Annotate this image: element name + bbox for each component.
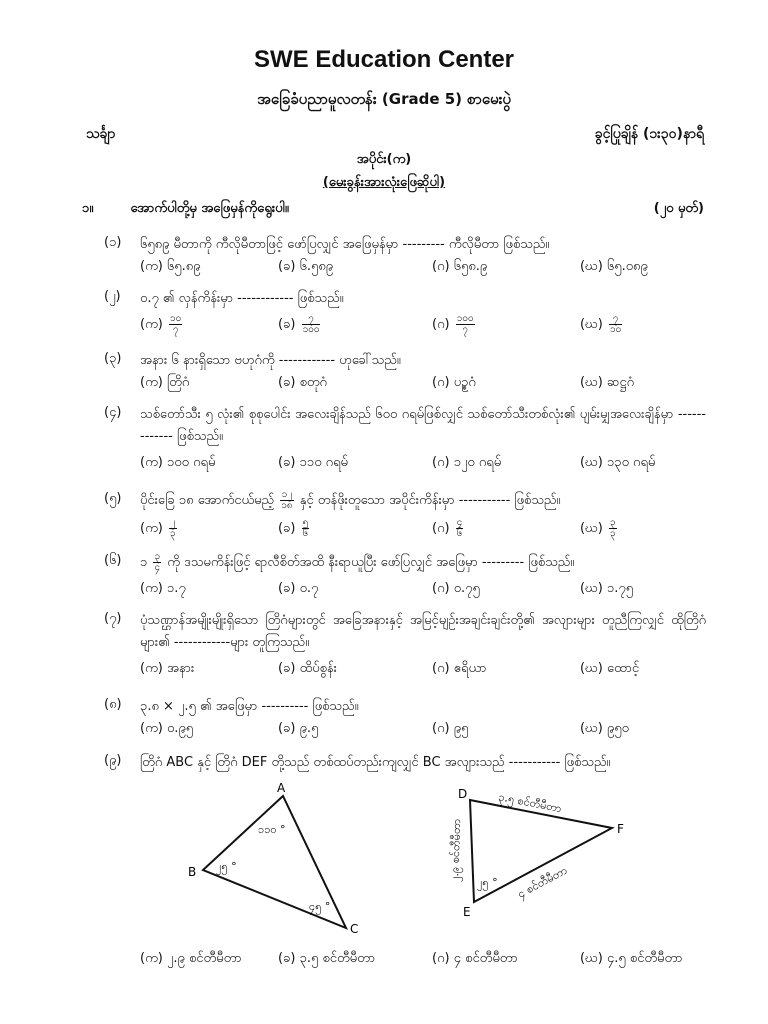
option-b: (ခ) ၁၁၀ ဂရမ် [278, 455, 348, 470]
side-df-label: ၃.၅ စင်တီမီတာ [497, 790, 563, 816]
angle-b-label: ၂၅ ° [216, 860, 237, 873]
section-marks: (၂၀ မှတ်) [653, 201, 704, 216]
question-text: တြိဂံ ABC နှင့် တြိဂံ DEF တို့သည် တစ်ထပ်တည်းကျလျှင် BC အလျားသည် ----------- ဖြစ်သည်။ [140, 755, 611, 770]
question-text: ၀.၇ ၏ လှန်ကိန်းမှာ ------------ ဖြစ်သည်။ [140, 291, 344, 306]
angle-c-label: ၄၅ ° [309, 900, 331, 913]
option-a: (က) ၁.၇ [140, 581, 186, 596]
options-2 [140, 314, 706, 338]
fraction: $\frac{၃}{၃}$ [609, 517, 616, 539]
options-5 [140, 518, 706, 542]
subject-label: သင်္ချာ [86, 126, 116, 142]
question-number: (၇) [104, 611, 122, 626]
vertex-c-label: C [350, 922, 359, 936]
option-c: (ဂ) ၁၂၀ ဂရမ် [432, 455, 502, 470]
triangle-def [448, 787, 624, 919]
option-c: (ဂ) ၉၅ [432, 721, 469, 736]
question-text: သစ်တော်သီး ၅ လုံး၏ စုစုပေါင်း အလေးချိန်သည် ၆၀၀ ဂရမ်ဖြစ်လျှင် သစ်တော်သီးတစ်လုံး၏ ပျမ်းမျှအလေးချိန်မှာ ------------- ဖြစ်သည်။ [140, 407, 706, 444]
fraction: $\frac{၁၂}{၁၈}$ [281, 489, 293, 511]
question-text: အနား ၆ နားရှိသော ဗဟုဂံကို ------------ ဟုခေါ်သည်။ [140, 353, 401, 368]
option-a: (က) $\frac{၂}{၃}$ [140, 517, 176, 539]
side-ef-label: ၄ စင်တီမီတာ [515, 863, 570, 901]
vertex-e-label: E [463, 905, 471, 919]
options-1 [140, 258, 706, 282]
option-c: (ဂ) $\frac{၁၀၀}{၇}$ [432, 313, 474, 335]
option-b: (ခ) ၀.၇ [278, 581, 319, 596]
option-a: (က) ၁၀၀ ဂရမ် [140, 455, 216, 470]
option-d: (ဃ) ၄.၅ စင်တီမီတာ [580, 951, 683, 966]
option-b: (ခ) ၉.၅ [278, 721, 319, 736]
angle-e-label: ၂၅ ° [477, 876, 498, 889]
option-c: (ဂ) ၆၅၈.၉ [432, 259, 488, 274]
section-text: အောက်ပါတို့မှ အဖြေမှန်ကိုရွေးပါ။ [130, 201, 289, 216]
question-text: ၆၅၈၉ မီတာကို ကီလိုမီတာဖြင့် ဖော်ပြလျှင် အဖြေမှန်မှာ --------- ကီလိုမီတာ ဖြစ်သည်။ [140, 237, 550, 252]
option-c: (ဂ) $\frac{၄}{၆}$ [432, 517, 463, 539]
triangle-abc [188, 781, 358, 936]
options-9 [140, 950, 706, 974]
option-b: (ခ) $\frac{၇}{၁၀၀}$ [278, 313, 320, 335]
fraction: $\frac{၁၀၀}{၇}$ [456, 313, 474, 335]
side-de-label: ၂.၉ စင်တီမီတာ [448, 818, 464, 883]
option-d: (ဃ) ဆဋ္ဌဂံ [580, 375, 635, 390]
options-6 [140, 580, 706, 604]
option-d: (ဃ) ၆၅.၀၈၉ [580, 259, 648, 274]
question-text: ပုံသဏ္ဌာန်အမျိုးမျိုးရှိသော တြိဂံများတွင် အခြေအနားနှင့် အမြင့်မျဉ်းအချင်းချင်းတို့၏ အလျားများ တူညီကြလျှင် ထိုတြိဂံများ၏ ------------များ တူကြသည်။ [140, 613, 706, 650]
exam-subtitle: အခြေခံပညာမူလတန်း (Grade 5) စာမေးပွဲ [257, 90, 511, 108]
fraction: $\frac{၄}{၆}$ [456, 517, 463, 539]
options-7 [140, 660, 706, 684]
vertex-b-label: B [188, 865, 197, 879]
angle-a-label: ၁၁၀ ° [258, 823, 286, 836]
options-8 [140, 720, 706, 744]
question-number: (၃) [104, 351, 122, 366]
option-b: (ခ) စတုဂံ [278, 375, 327, 390]
option-d: (ဃ) ၁.၇၅ [580, 581, 634, 596]
option-d: (ဃ) ၉၅၀ [580, 721, 629, 736]
option-d: (ဃ) $\frac{၇}{၁၀}$ [580, 313, 622, 335]
section-heading [82, 200, 704, 219]
question-number: (၄) [104, 405, 122, 420]
question-number: (၈) [104, 697, 122, 712]
fraction: $\frac{၇}{၁၀}$ [609, 313, 622, 335]
question-text: ၁ $\frac{၃}{၄}$ ကို ဒသမကိန်းဖြင့် ရာလီစိတ်အထိ နီးရာယူပြီး ဖော်ပြလျှင် အဖြေမှာ --------- ဖြစ်သည်။ [140, 551, 575, 573]
option-d: (ဃ) $\frac{၃}{၃}$ [580, 517, 616, 539]
page-title: SWE Education Center [253, 46, 515, 73]
option-a: (က) ၂.၉ စင်တီမီတာ [140, 951, 242, 966]
fraction: $\frac{၂}{၃}$ [170, 517, 176, 539]
vertex-a-label: A [277, 781, 286, 795]
option-d: (ဃ) ၁၃၀ ဂရမ် [580, 455, 656, 470]
question-number: (၂) [104, 289, 121, 304]
option-d: (ဃ) ထောင့် [580, 661, 640, 676]
vertex-f-label: F [617, 822, 624, 836]
option-c: (ဂ) ၄ စင်တီမီတာ [432, 951, 518, 966]
option-c: (ဂ) ပဉ္စဂံ [432, 375, 476, 390]
option-a: (က) ၆၅.၈၉ [140, 259, 201, 274]
question-text: ၃.၈ × ၂.၅ ၏ အဖြေမှာ ---------- ဖြစ်သည်။ [140, 699, 359, 714]
option-b: (ခ) $\frac{၅}{၆}$ [278, 517, 309, 539]
option-a: (က) တြိဂံ [140, 375, 190, 390]
option-b: (ခ) ၃.၅ စင်တီမီတာ [278, 951, 376, 966]
option-b: (ခ) ထိပ်စွန်း [278, 661, 337, 676]
question-number: (၁) [104, 235, 122, 250]
vertex-d-label: D [458, 787, 468, 801]
fraction: $\frac{၇}{၁၀၀}$ [302, 313, 320, 335]
question-text: ပိုင်းခြေ ၁၈ အောက်ငယ်မည့် $\frac{၁၂}{၁၈}$ နှင့် တန်ဖိုးတူသော အပိုင်းကိန်းမှာ ----------- ဖြစ်သည်။ [140, 489, 561, 511]
fraction: $\frac{၃}{၄}$ [154, 551, 161, 573]
time-allowed: ခွင့်ပြုချိန် (၁း၃၀)နာရီ [594, 126, 704, 142]
question-number: (၆) [104, 553, 122, 568]
instruction: (မေးခွန်းအားလုံးဖြေဆိုပါ) [322, 175, 446, 190]
option-c: (ဂ) ဧရိယာ [432, 661, 487, 676]
option-a: (က) အနား [140, 661, 195, 676]
option-a: (က) ၀.၉၅ [140, 721, 194, 736]
fraction: $\frac{၁၀}{၇}$ [170, 313, 182, 335]
option-c: (ဂ) ၀.၇၅ [432, 581, 480, 596]
option-b: (ခ) ၆.၅၈၉ [278, 259, 334, 274]
option-a: (က) $\frac{၁၀}{၇}$ [140, 313, 182, 335]
options-3 [140, 374, 706, 398]
section-number: ၁။ [82, 201, 94, 216]
options-4 [140, 454, 706, 478]
triangle-figure [0, 770, 768, 940]
question-number: (၉) [104, 753, 122, 768]
question-number: (၅) [104, 491, 122, 506]
fraction: $\frac{၅}{၆}$ [302, 517, 309, 539]
part-heading: အပိုင်း(က) [356, 152, 412, 167]
